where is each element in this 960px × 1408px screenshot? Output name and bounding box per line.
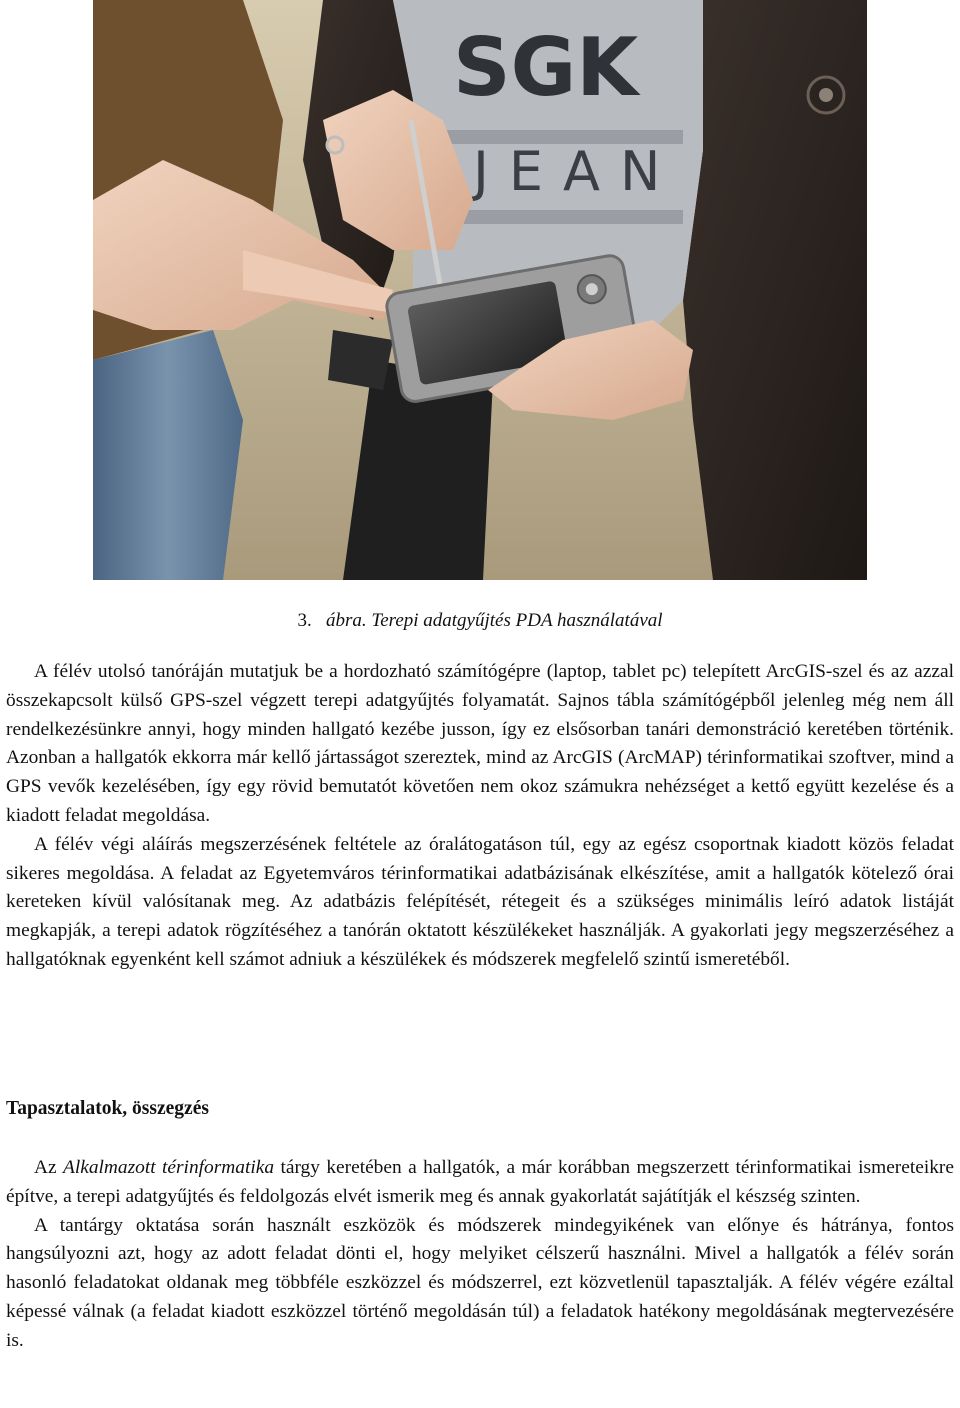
svg-text:SGK: SGK: [453, 21, 639, 114]
intro-text-block: [6, 658, 954, 975]
figure-caption: [0, 608, 960, 634]
caption-text: Terepi adatgyűjtés PDA használatával: [371, 610, 663, 631]
intro-paragraph-2: A félév végi aláírás megszerzésének feltétele az óralátogatáson túl, egy az egész csoportnak kiadott közös feladat sikeres megoldása. A feladat az Egyetemváros térinformatikai adatbázisának elkészítése, amit a hallgatók kötelező órai kereteken kívül valósítanak meg. Az adatbázis felépítését, rétegeit és a szükséges minimális leíró adatok listáját megkapják, a terepi adatok rögzítéséhez a tanórán oktatott készülékeket használják. A gyakorlati jegy megszerzéséhez a hallgatóknak egyenként kell számot adniuk a készülékek és módszerek megfelelő szintű ismeretéből.: [6, 833, 954, 970]
svg-text:JEAN: JEAN: [473, 140, 681, 203]
summary-paragraph-1: [6, 1154, 954, 1212]
caption-label: ábra.: [325, 610, 367, 631]
summary-text-block: [6, 1154, 954, 1356]
section-heading: Tapasztalatok, összegzés: [6, 1098, 209, 1119]
caption-number: 3.: [297, 610, 312, 631]
summary-p1-after: tárgy keretében a hallgatók, a már korábban megszerzett térinformatikai ismereteikre építve, a terepi adatgyűjtés és feldolgozás elvét ismerik meg és annak gyakorlatát sajátítják el készség szinten.: [6, 1157, 954, 1207]
summary-p1-before: Az: [34, 1157, 63, 1178]
students-using-pda-photo: [93, 0, 867, 580]
summary-paragraph-2: A tantárgy oktatása során használt eszközök és módszerek mindegyikének van előnye és hátránya, fontos hangsúlyozni azt, hogy az adott feladat dönti el, hogy melyiket célszerű használni. Mivel a hallgatók a félév során hasonló feladatokat oldanak meg többféle eszközzel és módszerrel, ezt közvetlenül tapasztalják. A félév végére ezáltal képessé válnak (a feladat kiadott eszközzel történő megoldásán túl) a feladatok hatékony megoldásának megtervezésére is.: [6, 1214, 954, 1351]
course-name-emphasis: Alkalmazott térinformatika: [63, 1157, 275, 1178]
intro-paragraph-1: A félév utolsó tanóráján mutatjuk be a hordozható számítógépre (laptop, tablet pc) telepített ArcGIS-szel és az azzal összekapcsolt külső GPS-szel végzett terepi adatgyűjtés folyamatát. Sajnos tábla számítógépből jelenleg még nem áll rendelkezésünkre annyi, hogy minden hallgató kezébe jusson, így ez elsősorban tanári demonstráció keretében történik. Azonban a hallgatók ekkorra már kellő jártasságot szereztek, mind az ArcGIS (ArcMAP) térinformatikai szoftver, mind a GPS vevők kezelésében, így egy rövid bemutatót követően nem okoz számukra nehézséget a kettő együtt kezelése és a kiadott feladat megoldása.: [6, 661, 954, 826]
